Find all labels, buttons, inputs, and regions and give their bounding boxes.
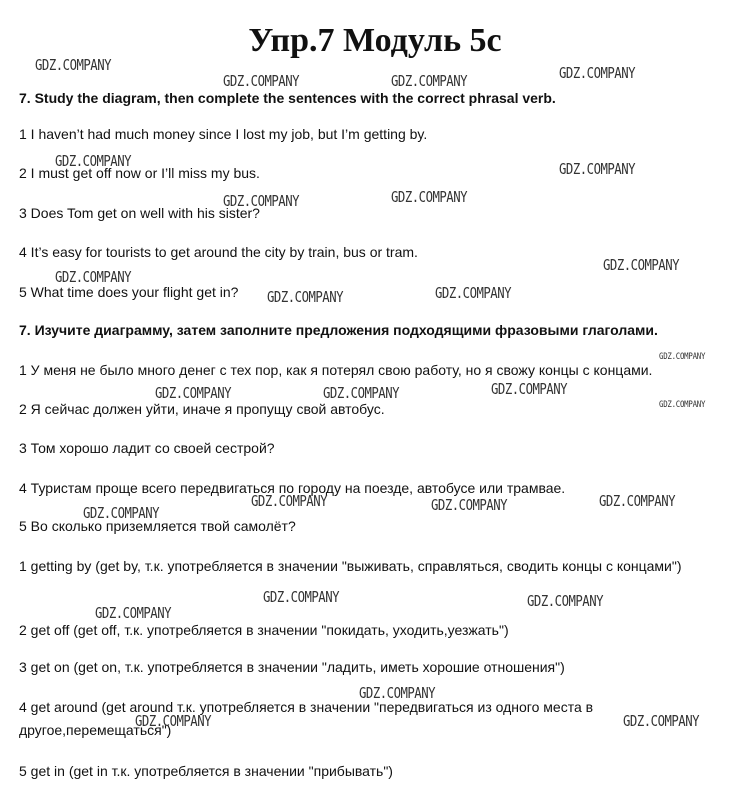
watermark: GDZ.COMPANY <box>527 592 604 610</box>
russian-sentence-4: 4 Туристам проще всего передвигаться по городу на поезде, автобусе или трамвае. <box>19 480 566 496</box>
answer-2: 2 get off (get off, т.к. употребляется в значении "покидать, уходить,уезжать") <box>19 622 509 638</box>
english-sentence-4: 4 It’s easy for tourists to get around the city by train, bus or tram. <box>19 244 418 260</box>
watermark: GDZ.COMPANY <box>55 268 132 286</box>
watermark: GDZ.COMPANY <box>431 496 508 514</box>
russian-sentence-5: 5 Во сколько приземляется твой самолёт? <box>19 518 296 534</box>
watermark: GDZ.COMPANY <box>491 380 568 398</box>
watermark: GDZ.COMPANY <box>659 352 706 362</box>
page-title: Упр.7 Модуль 5c <box>248 22 502 59</box>
watermark: GDZ.COMPANY <box>559 160 636 178</box>
watermark: GDZ.COMPANY <box>83 504 160 522</box>
english-sentence-3: 3 Does Tom get on well with his sister? <box>19 205 260 221</box>
watermark: GDZ.COMPANY <box>435 284 512 302</box>
english-sentence-2: 2 I must get off now or I’ll miss my bus. <box>19 165 260 181</box>
watermark: GDZ.COMPANY <box>223 72 300 90</box>
watermark: GDZ.COMPANY <box>155 384 232 402</box>
answer-5: 5 get in (get in т.к. употребляется в значении "прибывать") <box>19 763 393 779</box>
watermark: GDZ.COMPANY <box>267 288 344 306</box>
watermark: GDZ.COMPANY <box>135 712 212 730</box>
watermark: GDZ.COMPANY <box>35 56 112 74</box>
english-task-heading: 7. Study the diagram, then complete the sentences with the correct phrasal verb. <box>19 90 556 106</box>
watermark: GDZ.COMPANY <box>251 492 328 510</box>
answer-4: 4 get around (get around т.к. употребляется в значении "передвигаться из одного места в другое,перемещаться") <box>19 699 594 738</box>
answer-3: 3 get on (get on, т.к. употребляется в значении "ладить, иметь хорошие отношения") <box>19 659 565 675</box>
watermark: GDZ.COMPANY <box>263 588 340 606</box>
watermark: GDZ.COMPANY <box>623 712 700 730</box>
watermark: GDZ.COMPANY <box>223 192 300 210</box>
russian-task-heading: 7. Изучите диаграмму, затем заполните предложения подходящими фразовыми глаголами. <box>19 322 658 338</box>
english-sentence-5: 5 What time does your flight get in? <box>19 284 239 300</box>
english-sentence-1: 1 I haven’t had much money since I lost my job, but I’m getting by. <box>19 126 428 142</box>
russian-sentence-2: 2 Я сейчас должен уйти, иначе я пропущу свой автобус. <box>19 401 385 417</box>
watermark: GDZ.COMPANY <box>55 152 132 170</box>
watermark: GDZ.COMPANY <box>391 72 468 90</box>
russian-sentence-3: 3 Том хорошо ладит со своей сестрой? <box>19 440 275 456</box>
russian-sentence-1: 1 У меня не было много денег с тех пор, как я потерял свою работу, но я свожу концы с концами. <box>19 362 653 378</box>
watermark: GDZ.COMPANY <box>603 256 680 274</box>
watermark: GDZ.COMPANY <box>359 684 436 702</box>
watermark: GDZ.COMPANY <box>95 604 172 622</box>
watermark: GDZ.COMPANY <box>391 188 468 206</box>
watermark: GDZ.COMPANY <box>559 64 636 82</box>
answer-1: 1 getting by (get by, т.к. употребляется в значении "выживать, справляться, сводить концы с концами") <box>19 558 682 574</box>
watermark: GDZ.COMPANY <box>599 492 676 510</box>
watermark: GDZ.COMPANY <box>323 384 400 402</box>
watermark: GDZ.COMPANY <box>659 400 706 410</box>
